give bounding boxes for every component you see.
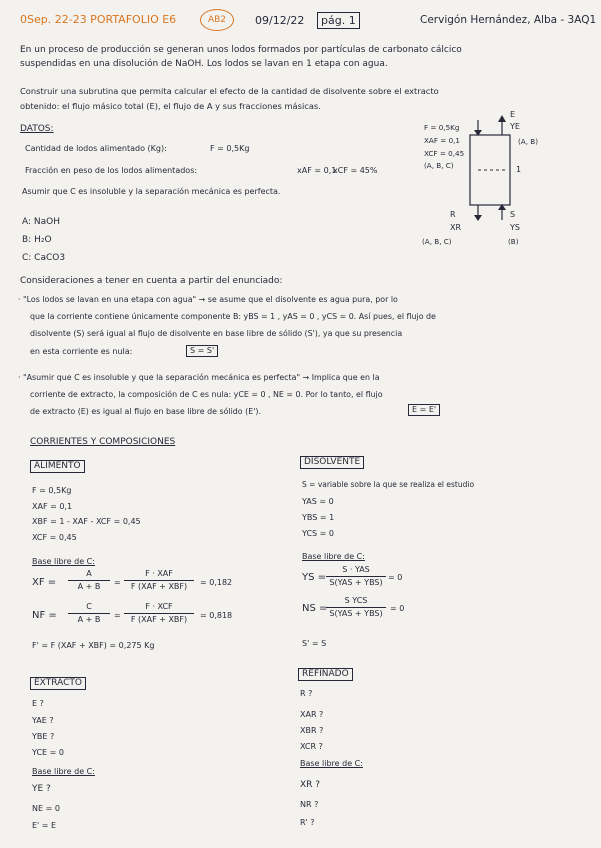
sections-heading: CORRIENTES Y COMPOSICIONES <box>30 437 176 447</box>
fraction-denominator: F (XAF + XBF) <box>130 582 188 591</box>
alimento-line-xaf: XAF = 0,1 <box>32 502 73 511</box>
refinado-line-xbr: XBR ? <box>300 726 324 735</box>
refinado-base-libre: Base libre de C: <box>300 759 363 768</box>
diagram-feed-comp: (A, B, C) <box>424 161 454 170</box>
fraction-label: Fracción en peso de los lodos alimentados: <box>25 166 198 175</box>
feed-label: Cantidad de lodos alimentado (Kg): <box>25 144 167 153</box>
author: Cervigón Hernández, Alba - 3AQ1 <box>420 14 597 26</box>
disolvente-base-libre: Base libre de C: <box>302 552 365 561</box>
equals-sign: = <box>114 611 121 620</box>
date: 09/12/22 <box>255 14 305 27</box>
diagram-ys: YS <box>510 223 520 232</box>
refinado-line-rprime: R' ? <box>300 818 315 827</box>
disolvente-line-s: S = variable sobre la que se realiza el estudio <box>302 480 475 489</box>
alimento-xf-result: = 0,182 <box>200 578 233 587</box>
diagram-s-comp: (B) <box>508 237 519 246</box>
diagram-e: E <box>510 110 516 119</box>
alimento-xf-fraction-2 <box>124 570 194 591</box>
page-number: pág. 1 <box>317 12 360 29</box>
fraction-numerator: F · XAF <box>124 570 194 581</box>
alimento-line-xcf: XCF = 0,45 <box>32 533 77 542</box>
alimento-title: ALIMENTO <box>30 460 85 473</box>
xaf-value: xAF = 0,1 <box>297 166 337 175</box>
diagram-ye: YE <box>510 122 520 131</box>
diagram-r-comp: (A, B, C) <box>422 237 452 246</box>
diagram-e-comp: (A, B) <box>518 137 539 146</box>
assumption: Asumir que C es insoluble y la separación mecánica es perfecta. <box>22 187 281 196</box>
disolvente-ys-lhs: YS = <box>302 572 327 583</box>
disolvente-line-ycs: YCS = 0 <box>302 529 334 538</box>
fraction-numerator: C <box>68 603 110 614</box>
disolvente-ys-result: = 0 <box>388 573 403 582</box>
disolvente-ns-fraction <box>326 597 386 618</box>
fraction-numerator: F · XCF <box>124 603 194 614</box>
diagram-feed-f: F = 0,5Kg <box>424 123 460 132</box>
consideration-2-line-2: corriente de extracto, la composición de C es nula: yCE = 0 , NE = 0. Por lo tanto, el flujo <box>30 390 383 399</box>
extracto-line-yce: YCE = 0 <box>32 748 64 757</box>
disolvente-line-ybs: YBS = 1 <box>302 513 335 522</box>
consideration-1-line-2: que la corriente contiene únicamente componente B: yBS = 1 , yAS = 0 , yCS = 0. Así pues, el flujo de <box>30 312 436 321</box>
disolvente-ns-lhs: NS = <box>302 603 328 614</box>
fraction-numerator: S YCS <box>326 597 386 608</box>
component-c: C: CaCO3 <box>22 253 66 263</box>
result-box-s: S = S' <box>186 345 218 357</box>
extracto-base-libre: Base libre de C: <box>32 767 95 776</box>
alimento-xf-lhs: XF = <box>32 577 57 588</box>
component-a: A: NaOH <box>22 217 60 227</box>
alimento-nf-fraction-2 <box>124 603 194 624</box>
extracto-line-eprime: E' = E <box>32 821 57 830</box>
task-line-2: obtenido: el flujo másico total (E), el flujo de A y sus fracciones másicas. <box>20 101 321 111</box>
extracto-line-e: E ? <box>32 699 44 708</box>
fraction-denominator: A + B <box>77 615 101 624</box>
fraction-denominator: A + B <box>77 582 101 591</box>
extracto-title: EXTRACTO <box>30 677 86 690</box>
fraction-numerator: S · YAS <box>326 566 386 577</box>
refinado-title: REFINADO <box>298 668 353 681</box>
alimento-line-f: F = 0,5Kg <box>32 486 72 495</box>
alimento-nf-fraction-1 <box>68 603 110 624</box>
alimento-fprime: F' = F (XAF + XBF) = 0,275 Kg <box>32 641 155 650</box>
refinado-line-xcr: XCR ? <box>300 742 323 751</box>
feed-value: F = 0,5Kg <box>210 144 250 153</box>
extracto-line-ne: NE = 0 <box>32 804 60 813</box>
refinado-line-nr: NR ? <box>300 800 319 809</box>
fraction-denominator: S(YAS + YBS) <box>329 609 383 618</box>
consideration-1-line-3: disolvente (S) será igual al flujo de disolvente en base libre de sólido (S'), ya que su presencia <box>30 329 403 338</box>
consideration-1-line-4: en esta corriente es nula: <box>30 347 133 356</box>
refinado-line-xar: XAR ? <box>300 710 324 719</box>
equals-sign: = <box>114 578 121 587</box>
intro-line-1: En un proceso de producción se generan unos lodos formados por partículas de carbonato cálcico <box>20 45 462 55</box>
considerations-heading: Consideraciones a tener en cuenta a partir del enunciado: <box>20 276 283 286</box>
consideration-2-line-3: de extracto (E) es igual al flujo en base libre de sólido (E'). <box>30 407 261 416</box>
course-label: 0Sep. 22-23 PORTAFOLIO E6 <box>20 13 177 26</box>
alimento-nf-result: = 0,818 <box>200 611 233 620</box>
diagram-s: S <box>510 210 516 219</box>
result-box-e: E = E' <box>408 404 440 416</box>
alimento-nf-lhs: NF = <box>32 610 57 621</box>
diagram-feed-xcf: XCF = 0,45 <box>424 149 465 158</box>
refinado-line-xr: XR ? <box>300 780 321 790</box>
component-b: B: H₂O <box>22 235 52 245</box>
disolvente-line-yas: YAS = 0 <box>302 497 334 506</box>
alimento-base-libre: Base libre de C: <box>32 557 95 566</box>
diagram-feed-xaf: XAF = 0,1 <box>424 136 460 145</box>
disolvente-ys-fraction <box>326 566 386 587</box>
consideration-1-line-1: · "Los lodos se lavan en una etapa con agua" → se asume que el disolvente es agua pura, por lo <box>18 295 398 304</box>
disolvente-ns-result: = 0 <box>390 604 405 613</box>
diagram-stage: 1 <box>516 165 522 174</box>
author-logo: AB2 <box>200 9 234 31</box>
extracto-line-ybe: YBE ? <box>32 732 55 741</box>
fraction-denominator: S(YAS + YBS) <box>329 578 383 587</box>
consideration-2-line-1: · "Asumir que C es insoluble y que la separación mecánica es perfecta" → Implica que en la <box>18 373 380 382</box>
refinado-line-r: R ? <box>300 689 313 698</box>
diagram-xr: XR <box>450 223 462 232</box>
task-line-1: Construir una subrutina que permita calcular el efecto de la cantidad de disolvente sobre el extracto <box>20 86 439 96</box>
disolvente-title: DISOLVENTE <box>300 456 364 469</box>
alimento-xf-fraction-1 <box>68 570 110 591</box>
fraction-denominator: F (XAF + XBF) <box>130 615 188 624</box>
fraction-numerator: A <box>68 570 110 581</box>
datos-heading: DATOS: <box>20 124 54 134</box>
intro-line-2: suspendidas en una disolución de NaOH. Los lodos se lavan en 1 etapa con agua. <box>20 59 388 69</box>
disolvente-sprime: S' = S <box>302 639 327 648</box>
extracto-line-ye: YE ? <box>32 784 51 794</box>
extracto-line-yae: YAE ? <box>32 716 54 725</box>
xcf-value: xCF = 45% <box>333 166 378 175</box>
diagram-r: R <box>450 210 456 219</box>
alimento-line-xbf: XBF = 1 - XAF - XCF = 0,45 <box>32 517 141 526</box>
